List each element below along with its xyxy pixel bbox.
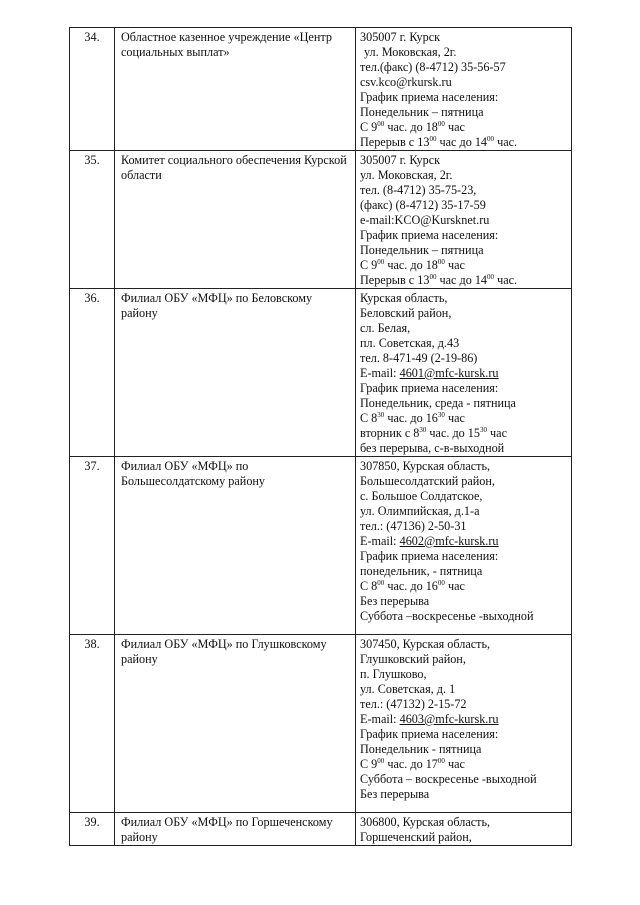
email-link[interactable]: 4603@mfc-kursk.ru	[399, 712, 499, 726]
line-text: тел.: (47136) 2-50-31	[360, 519, 467, 533]
line-text: час	[444, 411, 465, 425]
time-superscript: 30	[419, 426, 427, 434]
time-superscript: 00	[377, 120, 385, 128]
address-line	[360, 727, 567, 742]
email-link[interactable]: 4601@mfc-kursk.ru	[399, 366, 499, 380]
address-line	[360, 243, 567, 258]
line-text: Понедельник – пятница	[360, 243, 484, 257]
line-text: ул. Советская, д. 1	[360, 682, 456, 696]
line-text: тел.(факс) (8-4712) 35-56-57	[360, 60, 506, 74]
line-text: с. Большое Солдатское,	[360, 489, 483, 503]
address-line	[360, 321, 567, 336]
address-line	[360, 411, 567, 426]
address-line	[360, 336, 567, 351]
row-number: 37.	[70, 457, 115, 635]
address-line	[360, 830, 567, 845]
line-text: час. до 15	[426, 426, 480, 440]
line-text: С 8	[360, 411, 378, 425]
line-text: час. до 16	[384, 411, 438, 425]
address-cell	[356, 635, 572, 813]
address-line	[360, 90, 567, 105]
line-text: час. до 18	[384, 258, 438, 272]
line-text: без перерыва, с-в-выходной	[360, 441, 505, 455]
line-text: Понедельник - пятница	[360, 742, 482, 756]
line-text: пл. Советская, д.43	[360, 336, 460, 350]
line-text: вторник с 8	[360, 426, 420, 440]
address-line	[360, 213, 567, 228]
time-superscript: 00	[437, 579, 445, 587]
line-text: 305007 г. Курск	[360, 30, 441, 44]
line-text: E-mail:	[360, 534, 400, 548]
address-line	[360, 682, 567, 697]
table-body	[70, 28, 572, 846]
table-row	[70, 635, 572, 813]
line-text: п. Глушково,	[360, 667, 427, 681]
line-text: С 9	[360, 757, 378, 771]
time-superscript: 00	[437, 120, 445, 128]
address-line	[360, 366, 567, 381]
line-text: час	[444, 120, 465, 134]
address-line	[360, 697, 567, 712]
time-superscript: 00	[487, 135, 495, 143]
line-text: e-mail:KCO@Kursknet.ru	[360, 213, 490, 227]
line-text: csv.kco@rkursk.ru	[360, 75, 452, 89]
organization-name: Комитет социального обеспечения Курской области	[115, 151, 356, 289]
time-superscript: 00	[437, 258, 445, 266]
address-line	[360, 519, 567, 534]
line-text: E-mail:	[360, 366, 400, 380]
line-text: тел. (8-4712) 35-75-23,	[360, 183, 477, 197]
address-line	[360, 474, 567, 489]
address-line	[360, 30, 567, 45]
line-text: час. до 18	[384, 120, 438, 134]
line-text: Понедельник, среда - пятница	[360, 396, 516, 410]
line-text: Горшеченский район,	[360, 830, 472, 844]
address-line	[360, 120, 567, 135]
address-line	[360, 135, 567, 150]
table-row	[70, 813, 572, 846]
address-line	[360, 742, 567, 757]
line-text: Перерыв с 13	[360, 135, 430, 149]
address-line	[360, 609, 567, 624]
line-text: График приема населения:	[360, 727, 499, 741]
line-text: 305007 г. Курск	[360, 153, 441, 167]
address-cell	[356, 151, 572, 289]
address-line	[360, 637, 567, 652]
line-text: График приема населения:	[360, 381, 499, 395]
time-superscript: 00	[377, 579, 385, 587]
address-cell	[356, 28, 572, 151]
time-superscript: 00	[437, 757, 445, 765]
line-text: час до 14	[436, 273, 488, 287]
address-cell	[356, 289, 572, 457]
table-row	[70, 457, 572, 635]
address-line	[360, 787, 567, 802]
address-line	[360, 441, 567, 456]
address-line	[360, 258, 567, 273]
organization-name: Областное казенное учреждение «Центр социальных выплат»	[115, 28, 356, 151]
address-line	[360, 291, 567, 306]
line-text: час	[444, 258, 465, 272]
line-text: Глушковский район,	[360, 652, 466, 666]
time-superscript: 30	[480, 426, 487, 434]
address-line	[360, 198, 567, 213]
address-line	[360, 228, 567, 243]
row-number: 34.	[70, 28, 115, 151]
address-cell	[356, 813, 572, 846]
line-text: С 9	[360, 120, 378, 134]
line-text: час до 14	[436, 135, 488, 149]
line-text: Курская область,	[360, 291, 448, 305]
table-row	[70, 28, 572, 151]
time-superscript: 00	[429, 273, 437, 281]
line-text: Суббота – воскресенье -выходной	[360, 772, 537, 786]
line-text: час.	[494, 135, 518, 149]
line-text: Большесолдатский район,	[360, 474, 495, 488]
address-line	[360, 549, 567, 564]
address-line	[360, 772, 567, 787]
address-line	[360, 459, 567, 474]
line-text: сл. Белая,	[360, 321, 411, 335]
address-line	[360, 667, 567, 682]
line-text: час	[444, 579, 465, 593]
address-line	[360, 579, 567, 594]
time-superscript: 00	[487, 273, 495, 281]
table-row	[70, 151, 572, 289]
address-line	[360, 60, 567, 75]
line-text: час.	[494, 273, 518, 287]
time-superscript: 00	[377, 757, 385, 765]
table-row	[70, 289, 572, 457]
address-line	[360, 712, 567, 727]
address-line	[360, 815, 567, 830]
organization-name: Филиал ОБУ «МФЦ» по Беловскому району	[115, 289, 356, 457]
line-text: понедельник, - пятница	[360, 564, 483, 578]
address-line	[360, 351, 567, 366]
address-line	[360, 183, 567, 198]
line-text: График приема населения:	[360, 228, 499, 242]
line-text: 307850, Курская область,	[360, 459, 491, 473]
line-text: ул. Олимпийская, д.1-а	[360, 504, 480, 518]
line-text: ул. Моковская, 2г.	[364, 45, 457, 59]
address-line	[360, 757, 567, 772]
line-text: тел.: (47132) 2-15-72	[360, 697, 467, 711]
line-text: час. до 17	[384, 757, 438, 771]
address-line	[360, 534, 567, 549]
line-text: Беловский район,	[360, 306, 452, 320]
line-text: Суббота –воскресенье -выходной	[360, 609, 534, 623]
line-text: Перерыв с 13	[360, 273, 430, 287]
line-text: (факс) (8-4712) 35-17-59	[360, 198, 486, 212]
address-line	[360, 105, 567, 120]
organization-name: Филиал ОБУ «МФЦ» по Большесолдатскому району	[115, 457, 356, 635]
line-text: час	[444, 757, 465, 771]
line-text: Без перерыва	[360, 787, 430, 801]
line-text: С 9	[360, 258, 378, 272]
line-text: График приема населения:	[360, 90, 499, 104]
address-line	[360, 273, 567, 288]
row-number: 38.	[70, 635, 115, 813]
row-number: 39.	[70, 813, 115, 846]
address-line	[360, 564, 567, 579]
time-superscript: 30	[377, 411, 385, 419]
address-line	[360, 75, 567, 90]
address-line	[360, 652, 567, 667]
line-text: ул. Моковская, 2г.	[360, 168, 453, 182]
address-cell	[356, 457, 572, 635]
address-line	[360, 426, 567, 441]
line-text: тел. 8-471-49 (2-19-86)	[360, 351, 478, 365]
address-line	[360, 45, 567, 60]
line-text: 306800, Курская область,	[360, 815, 491, 829]
line-text: С 8	[360, 579, 378, 593]
line-text: Без перерыва	[360, 594, 430, 608]
line-text: час	[487, 426, 507, 440]
organizations-table	[69, 27, 572, 846]
email-link[interactable]: 4602@mfc-kursk.ru	[399, 534, 499, 548]
line-text: E-mail:	[360, 712, 400, 726]
time-superscript: 30	[437, 411, 445, 419]
address-line	[360, 168, 567, 183]
organization-name: Филиал ОБУ «МФЦ» по Глушковскому району	[115, 635, 356, 813]
time-superscript: 00	[429, 135, 437, 143]
organization-name: Филиал ОБУ «МФЦ» по Горшеченскому району	[115, 813, 356, 846]
address-line	[360, 153, 567, 168]
line-text: Понедельник – пятница	[360, 105, 484, 119]
line-text: График приема населения:	[360, 549, 499, 563]
row-number: 35.	[70, 151, 115, 289]
row-number: 36.	[70, 289, 115, 457]
line-text: час. до 16	[384, 579, 438, 593]
time-superscript: 00	[377, 258, 385, 266]
address-line	[360, 396, 567, 411]
address-line	[360, 489, 567, 504]
line-text: 307450, Курская область,	[360, 637, 491, 651]
address-line	[360, 381, 567, 396]
address-line	[360, 306, 567, 321]
address-line	[360, 504, 567, 519]
address-line	[360, 594, 567, 609]
